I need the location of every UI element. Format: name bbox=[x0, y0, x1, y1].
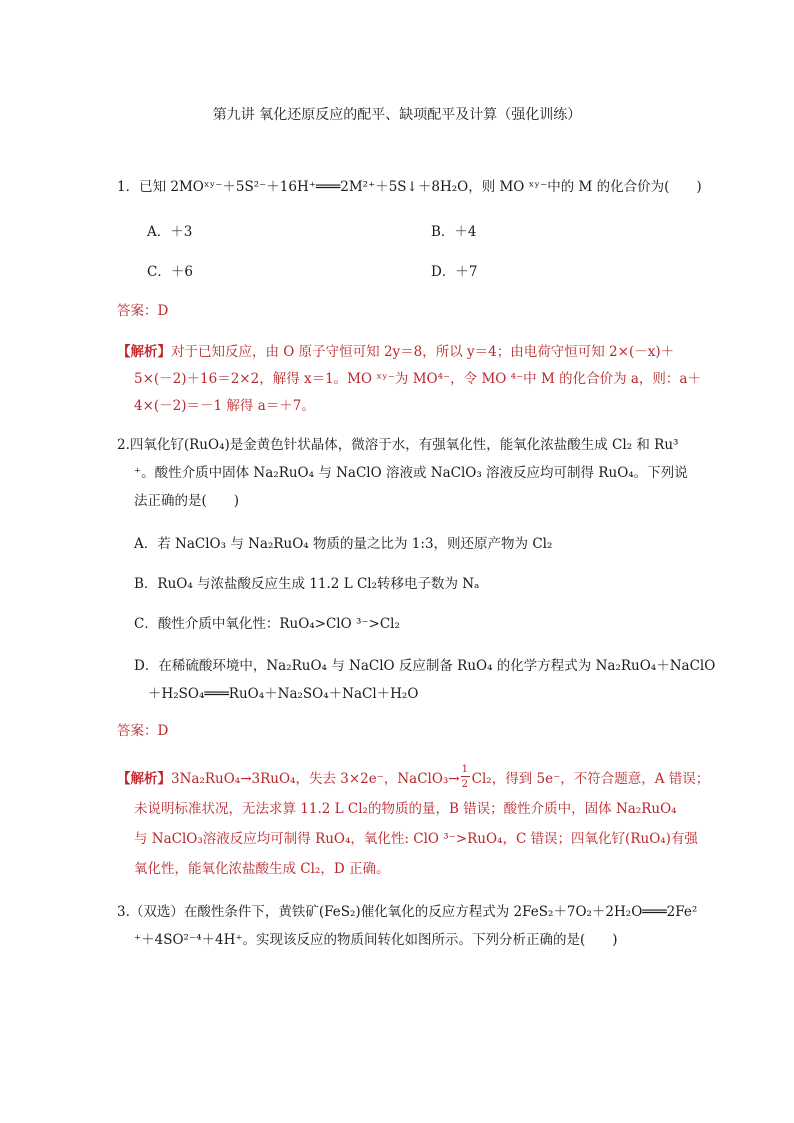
question-2-answer: 答案：D bbox=[117, 723, 169, 739]
one-half-fraction bbox=[460, 763, 470, 790]
question-3-stem-line-2: ⁺＋4SO²⁻⁴＋4H⁺。实现该反应的物质间转化如图所示。下列分析正确的是( ) bbox=[134, 932, 618, 948]
question-1-option-b: B．＋4 bbox=[431, 224, 477, 240]
question-1-option-a: A．＋3 bbox=[147, 224, 193, 240]
question-2-option-d-line-1: D．在稀硫酸环境中，Na₂RuO₄ 与 NaClO 反应制备 RuO₄ 的化学方程式为 Na₂RuO₄＋NaClO bbox=[134, 658, 716, 674]
question-1-analysis-line-3: 4×(－2)＝－1 解得 a＝＋7。 bbox=[134, 398, 315, 414]
question-1-stem: 1．已知 2MOˣʸ⁻＋5S²⁻＋16H⁺═══2M²⁺＋5S↓＋8H₂O，则 MO ˣʸ⁻中的 M 的化合价为( ) bbox=[117, 179, 702, 195]
analysis-text-a: 3Na₂RuO₄→3RuO₄，失去 3×2e⁻，NaClO₃→ bbox=[171, 771, 460, 787]
question-2-option-c: C．酸性介质中氧化性：RuO₄>ClO ³⁻>Cl₂ bbox=[134, 616, 400, 632]
question-2-option-a: A．若 NaClO₃ 与 Na₂RuO₄ 物质的量之比为 1:3，则还原产物为 Cl₂ bbox=[134, 536, 553, 552]
question-1-analysis-line-1 bbox=[117, 343, 674, 361]
question-1-option-d: D．＋7 bbox=[431, 264, 478, 280]
page-title: 第九讲 氧化还原反应的配平、缺项配平及计算（强化训练） bbox=[212, 107, 582, 123]
question-2-analysis-line-1 bbox=[117, 763, 710, 790]
analysis-text: 对于已知反应，由 O 原子守恒可知 2y＝8，所以 y＝4；由电荷守恒可知 2×(－x)＋ bbox=[171, 344, 675, 360]
question-2-stem-line-3: 法正确的是( ) bbox=[134, 493, 240, 509]
analysis-text-b: Cl₂，得到 5e⁻，不符合题意，A 错误； bbox=[471, 771, 710, 787]
question-2-analysis-line-4: 氧化性，能氧化浓盐酸生成 Cl₂，D 正确。 bbox=[134, 861, 390, 877]
question-2-stem-line-2: ⁺。酸性介质中固体 Na₂RuO₄ 与 NaClO 溶液或 NaClO₃ 溶液反应均可制得 RuO₄。下列说 bbox=[134, 465, 688, 481]
question-2-stem-line-1: 2.四氧化钌(RuO₄)是金黄色针状晶体，微溶于水，有强氧化性，能氧化浓盐酸生成 Cl₂ 和 Ru³ bbox=[117, 437, 679, 453]
question-3-stem-line-1: 3.（双选）在酸性条件下，黄铁矿(FeS₂)催化氧化的反应方程式为 2FeS₂＋7O₂＋2H₂O═══2Fe² bbox=[117, 904, 698, 920]
fraction-denominator: 2 bbox=[461, 778, 469, 790]
analysis-tag: 【解析】 bbox=[117, 771, 171, 787]
question-2-analysis-line-2: 未说明标准状况，无法求算 11.2 L Cl₂的物质的量，B 错误；酸性介质中，固体 Na₂RuO₄ bbox=[134, 801, 677, 817]
question-1-analysis-line-2: 5×(－2)＋16＝2×2，解得 x＝1。MO ˣʸ⁻为 MO⁴⁻，令 MO ⁴⁻中 M 的化合价为 a，则：a＋ bbox=[134, 371, 701, 387]
question-1-option-c: C．＋6 bbox=[147, 264, 193, 280]
question-1-answer: 答案：D bbox=[117, 303, 169, 319]
question-2-option-d-line-2: ＋H₂SO₄═══RuO₄＋Na₂SO₄＋NaCl＋H₂O bbox=[148, 686, 419, 702]
question-2-analysis-line-3: 与 NaClO₃溶液反应均可制得 RuO₄，氧化性: ClO ³⁻>RuO₄，C 错误；四氧化钌(RuO₄)有强 bbox=[134, 831, 698, 847]
analysis-tag: 【解析】 bbox=[117, 344, 171, 360]
question-2-option-b: B．RuO₄ 与浓盐酸反应生成 11.2 L Cl₂转移电子数为 Nₐ bbox=[134, 576, 480, 592]
fraction-numerator: 1 bbox=[461, 763, 469, 775]
